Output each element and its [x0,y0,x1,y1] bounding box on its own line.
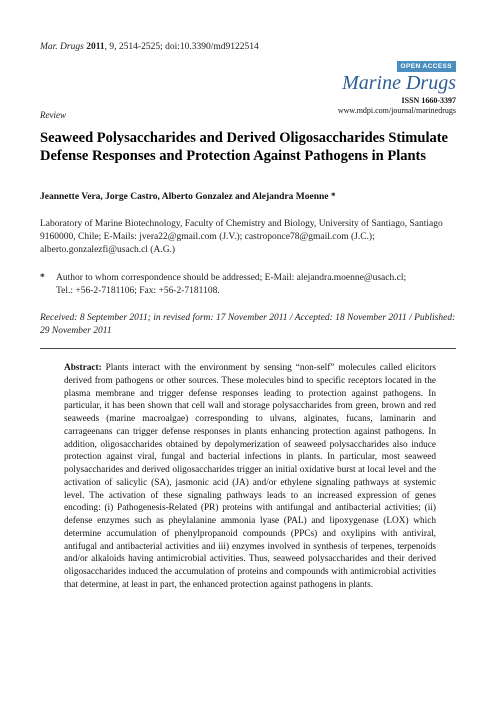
citation-line [40,42,259,52]
correspondence-line-1: Author to whom correspondence should be addressed; E-Mail: alejandra.moenne@usach.cl; [56,273,407,283]
citation-year: 2011 [86,42,105,52]
article-title: Seaweed Polysaccharides and Derived Oligosaccharides Stimulate Defense Responses and Protection Against Pathogens in Plants [40,130,448,164]
correspondence-line-2: Tel.: +56-2-7181106; Fax: +56-2-7181108. [56,286,220,296]
citation-rest: , 9, 2514-2525; doi:10.3390/md9122514 [104,42,259,52]
abstract-text: Plants interact with the environment by sensing “non-self” molecules called elicitors derived from pathogens or other sources. These molecules bind to specific receptors located in the plasma membrane and trigger defense responses leading to protection against pathogens. In particular, it has been shown that cell wall and storage polysaccharides from green, brown and red seaweeds (marine macroalgae) corresponding to ulvans, alginates, fucans, laminarin and carrageenans can trigger defense responses in plants enhancing protection against pathogens. In addition, oligosaccharides obtained by depolymerization of seaweed polysaccharides also induce protection against viral, fungal and bacterial infections in plants. In particular, most seaweed polysaccharides and derived oligosaccharides trigger an initial oxidative burst at local level and the activation of salicylic (SA), jasmonic acid (JA) and/or ethylene signaling pathways at systemic level. The activation of these signaling pathways leads to an increased expression of genes encoding: (i) Pathogenesis-Related (PR) proteins with antifungal and antibacterial activities; (ii) defense enzymes such as pheylalanine ammonia lyase (PAL) and lipoxygenase (LOX) which determine accumulation of phenylpropanoid compounds (PPCs) and oxylipins with antiviral, antifugal and antibacterial activities and iii) enzymes involved in synthesis of terpenes, terpenoids and/or alkaloids having antimicrobial activities. Thus, seaweed polysaccharides and their derived oligosaccharides induced the accumulation of proteins and compounds with antimicrobial activities that determine, at least in part, the enhanced protection against pathogens in plants. [64,363,436,590]
journal-masthead [256,55,456,116]
abstract-label: Abstract: [64,363,102,373]
correspondence-note [40,272,460,298]
journal-url[interactable]: www.mdpi.com/journal/marinedrugs [337,106,456,115]
article-type: Review [40,110,66,120]
journal-issn: ISSN 1660-3397 [401,96,456,105]
citation-journal: Mar. Drugs [40,42,84,52]
open-access-badge: OPEN ACCESS [397,61,456,72]
affiliation: Laboratory of Marine Biotechnology, Faculty of Chemistry and Biology, University of Santiago, Santiago 9160000, Chile; E-Mails: jvera22@gmail.com (J.V.); castroponce78@gmail.com (J.C.); alberto.gonzalezfi@usach.cl (A.G.) [40,219,443,255]
correspondence-star: * [40,273,45,283]
publication-dates: Received: 8 September 2011; in revised form: 17 November 2011 / Accepted: 18 November 2011 / Published: 29 November 2011 [40,313,456,336]
section-divider [40,348,456,349]
abstract [64,362,436,592]
journal-name: Marine Drugs [342,72,456,94]
author-list: Jeannette Vera, Jorge Castro, Alberto Gonzalez and Alejandra Moenne * [40,192,336,202]
